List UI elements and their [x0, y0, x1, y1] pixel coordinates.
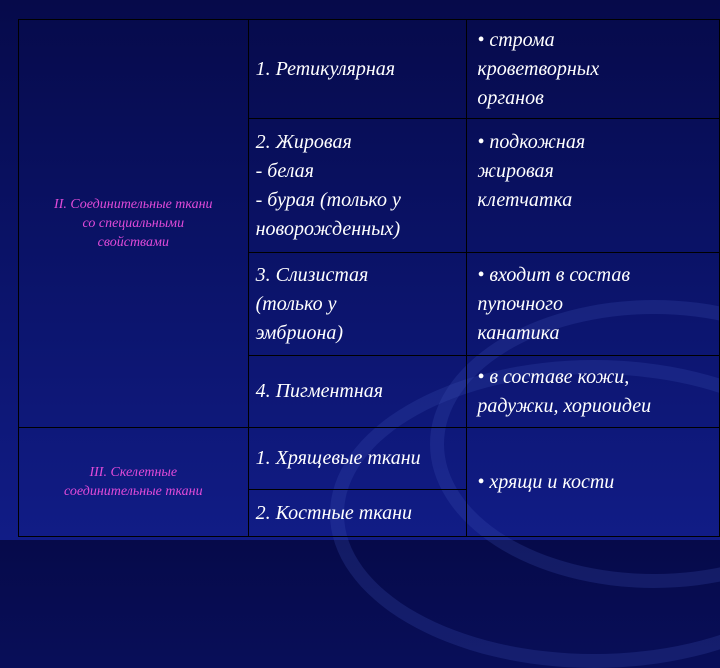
category-cell-skeletal: [19, 428, 249, 537]
tissue-type-cell: [248, 119, 467, 253]
location-line: • входит в состав: [477, 263, 631, 286]
tissue-type-line: - белая: [255, 159, 314, 182]
tissue-type-line: эмбриона): [255, 321, 344, 344]
tissue-type-line: 2. Костные ткани: [255, 501, 413, 524]
location-line: жировая: [477, 160, 554, 182]
location-cell: [467, 20, 720, 119]
tissue-type-cell: [248, 356, 467, 428]
location-line: • в составе кожи,: [477, 365, 630, 388]
location-cell: [467, 428, 720, 537]
tissue-type-cell: [248, 20, 467, 119]
location-cell: [467, 253, 720, 356]
location-line: органов: [477, 86, 544, 109]
location-line: радужки, хориоидеи: [477, 394, 652, 417]
tissue-type-line: - бурая (только у: [255, 188, 401, 211]
tissue-type-line: 1. Хрящевые ткани: [255, 447, 421, 469]
tissue-type-line: 2. Жировая: [255, 130, 352, 153]
tissue-type-line: новорожденных): [255, 217, 401, 240]
table-row: [19, 428, 720, 490]
location-line: клетчатка: [477, 189, 573, 211]
category-line: соединительные ткани: [64, 484, 203, 499]
table-row: [19, 20, 720, 119]
category-line: со специальными: [82, 216, 185, 231]
tissue-type-cell: [248, 490, 467, 537]
tissue-table: [18, 19, 720, 537]
location-line: канатика: [477, 321, 560, 344]
location-cell: [467, 356, 720, 428]
tissue-type-line: (только у: [255, 292, 337, 315]
category-line: свойствами: [97, 235, 169, 250]
location-line: • подкожная: [477, 131, 586, 153]
tissue-type-line: 3. Слизистая: [255, 263, 369, 286]
location-line: • строма: [477, 28, 555, 51]
location-line: пупочного: [477, 292, 563, 315]
tissue-type-line: 1. Ретикулярная: [255, 57, 396, 80]
category-line: III. Скелетные: [89, 465, 178, 480]
tissue-type-line: 4. Пигментная: [255, 380, 384, 402]
tissue-type-cell: [248, 253, 467, 356]
location-line: • хрящи и кости: [477, 470, 615, 493]
location-line: кроветворных: [477, 57, 600, 80]
tissue-type-cell: [248, 428, 467, 490]
category-line: II. Соединительные ткани: [54, 197, 213, 212]
location-cell: [467, 119, 720, 253]
category-cell-special: [19, 20, 249, 428]
